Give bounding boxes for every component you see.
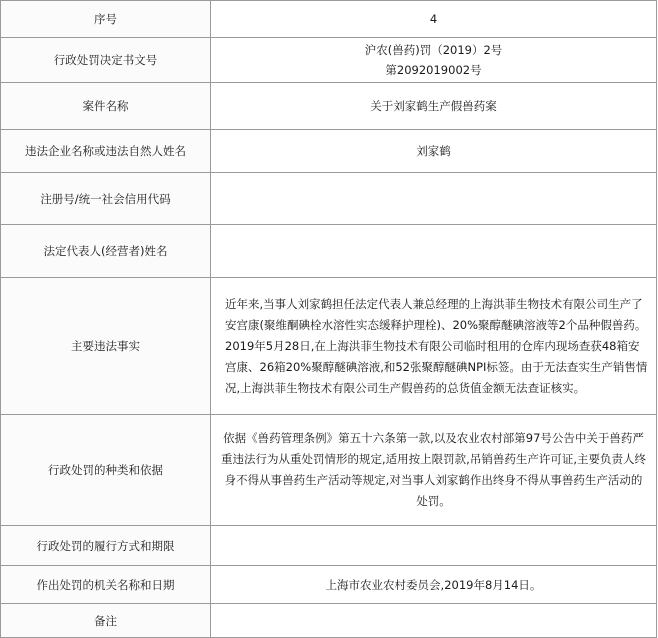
remarks-label: 备注	[1, 604, 211, 638]
violator-value: 刘家鹤	[211, 130, 657, 173]
facts-label: 主要违法事实	[1, 278, 211, 415]
row-decision-no	[1, 38, 657, 83]
row-basis	[1, 415, 657, 526]
seq-label: 序号	[1, 1, 211, 38]
row-reg-no	[1, 173, 657, 225]
decision-no-label: 行政处罚决定书文号	[1, 38, 211, 83]
reg-no-label: 注册号/统一社会信用代码	[1, 173, 211, 225]
performance-label: 行政处罚的履行方式和期限	[1, 526, 211, 566]
basis-label: 行政处罚的种类和依据	[1, 415, 211, 526]
row-case-name	[1, 83, 657, 130]
violator-label: 违法企业名称或违法自然人姓名	[1, 130, 211, 173]
reg-no-value	[211, 173, 657, 225]
facts-text: 近年来,当事人刘家鹤担任法定代表人兼总经理的上海洪菲生物技术有限公司生产了安宫康(聚维酮碘栓水溶性实态缓释护理栓)、20%聚醇醚碘溶液等2个品种假兽药。2019年5月28日,在上海洪菲生物技术有限公司临时租用的仓库内现场查获48箱安宫康、26箱20%聚醇醚碘溶液,和52张聚醇醚碘NPI标签。由于无法查实生产销售情况,上海洪菲生物技术有限公司生产假兽药的总货值金额无法查证核实。	[225, 296, 648, 395]
row-seq	[1, 1, 657, 38]
facts-value	[211, 278, 657, 415]
seq-value: 4	[211, 1, 657, 38]
row-legal-rep	[1, 225, 657, 278]
authority-label: 作出处罚的机关名称和日期	[1, 566, 211, 604]
authority-value: 上海市农业农村委员会,2019年8月14日。	[211, 566, 657, 604]
row-violator	[1, 130, 657, 173]
decision-no-value	[211, 38, 657, 83]
legal-rep-value	[211, 225, 657, 278]
performance-value	[211, 526, 657, 566]
basis-value: 依据《兽药管理条例》第五十六条第一款,以及农业农村部第97号公告中关于兽药严重违法行为从重处罚情形的规定,适用按上限罚款,吊销兽药生产许可证,主要负责人终身不得从事兽药生产活动等规定,对当事人刘家鹤作出终身不得从事兽药生产活动的处罚。	[211, 415, 657, 526]
decision-no-line1: 沪农(兽药)罚（2019）2号	[364, 43, 503, 57]
decision-no-line2: 第2092019002号	[385, 63, 482, 77]
row-remarks	[1, 604, 657, 638]
row-performance	[1, 526, 657, 566]
row-authority	[1, 566, 657, 604]
case-name-value: 关于刘家鹤生产假兽药案	[211, 83, 657, 130]
row-facts	[1, 278, 657, 415]
remarks-value	[211, 604, 657, 638]
legal-rep-label: 法定代表人(经营者)姓名	[1, 225, 211, 278]
case-name-label: 案件名称	[1, 83, 211, 130]
